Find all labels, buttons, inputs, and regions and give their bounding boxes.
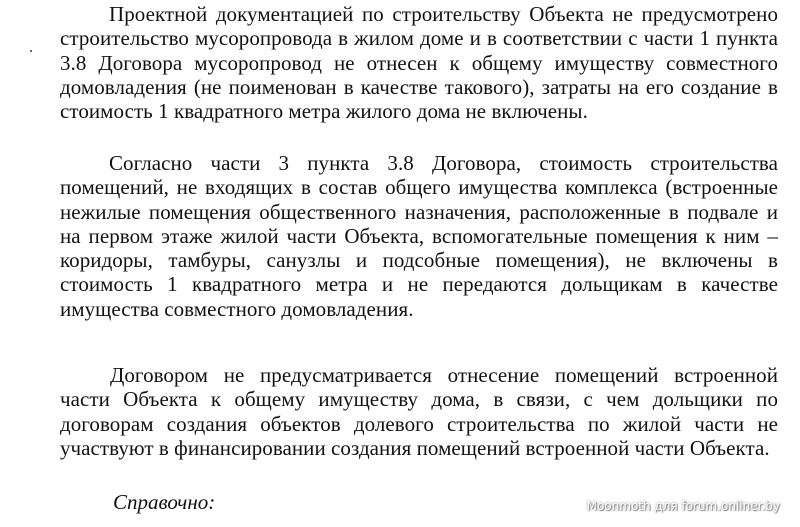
watermark: Moonmoth для forum.onliner.by — [586, 499, 780, 513]
scan-speck — [30, 50, 32, 52]
paragraph-built-in-part: Договором не предусматривается отнесение помещений встроенной части Объекта к общему имуществу дома, в связи, с чем дольщики по договорам создания объектов долевого строительства по жилой части не участвуют в финансировании создания помещений встроенной части Объекта. — [60, 363, 778, 460]
paragraph-garbage-chute: Проектной документацией по строительству Объекта не предусмотрено строительство мусоропровода в жилом доме и в соответствии с части 1 пункта 3.8 Договора мусоропровод не отнесен к общему имуществу совместного домовладения (не поименован в качестве такового), затраты на его создание в стоимость 1 квадратного метра жилого дома не включены. — [60, 2, 778, 124]
reference-label: Справочно: — [113, 490, 216, 514]
paragraph-non-residential-premises: Согласно части 3 пункта 3.8 Договора, стоимость строительства помещений, не входящих в состав общего имущества комплекса (встроенные нежилые помещения общественного назначения, расположенные в подвале и на первом этаже жилой части Объекта, вспомогательные помещения к ним – коридоры, тамбуры, санузлы и подсобные помещения), не включены в стоимость 1 квадратного метра и не передаются дольщикам в качестве имущества совместного домовладения. — [60, 151, 778, 321]
